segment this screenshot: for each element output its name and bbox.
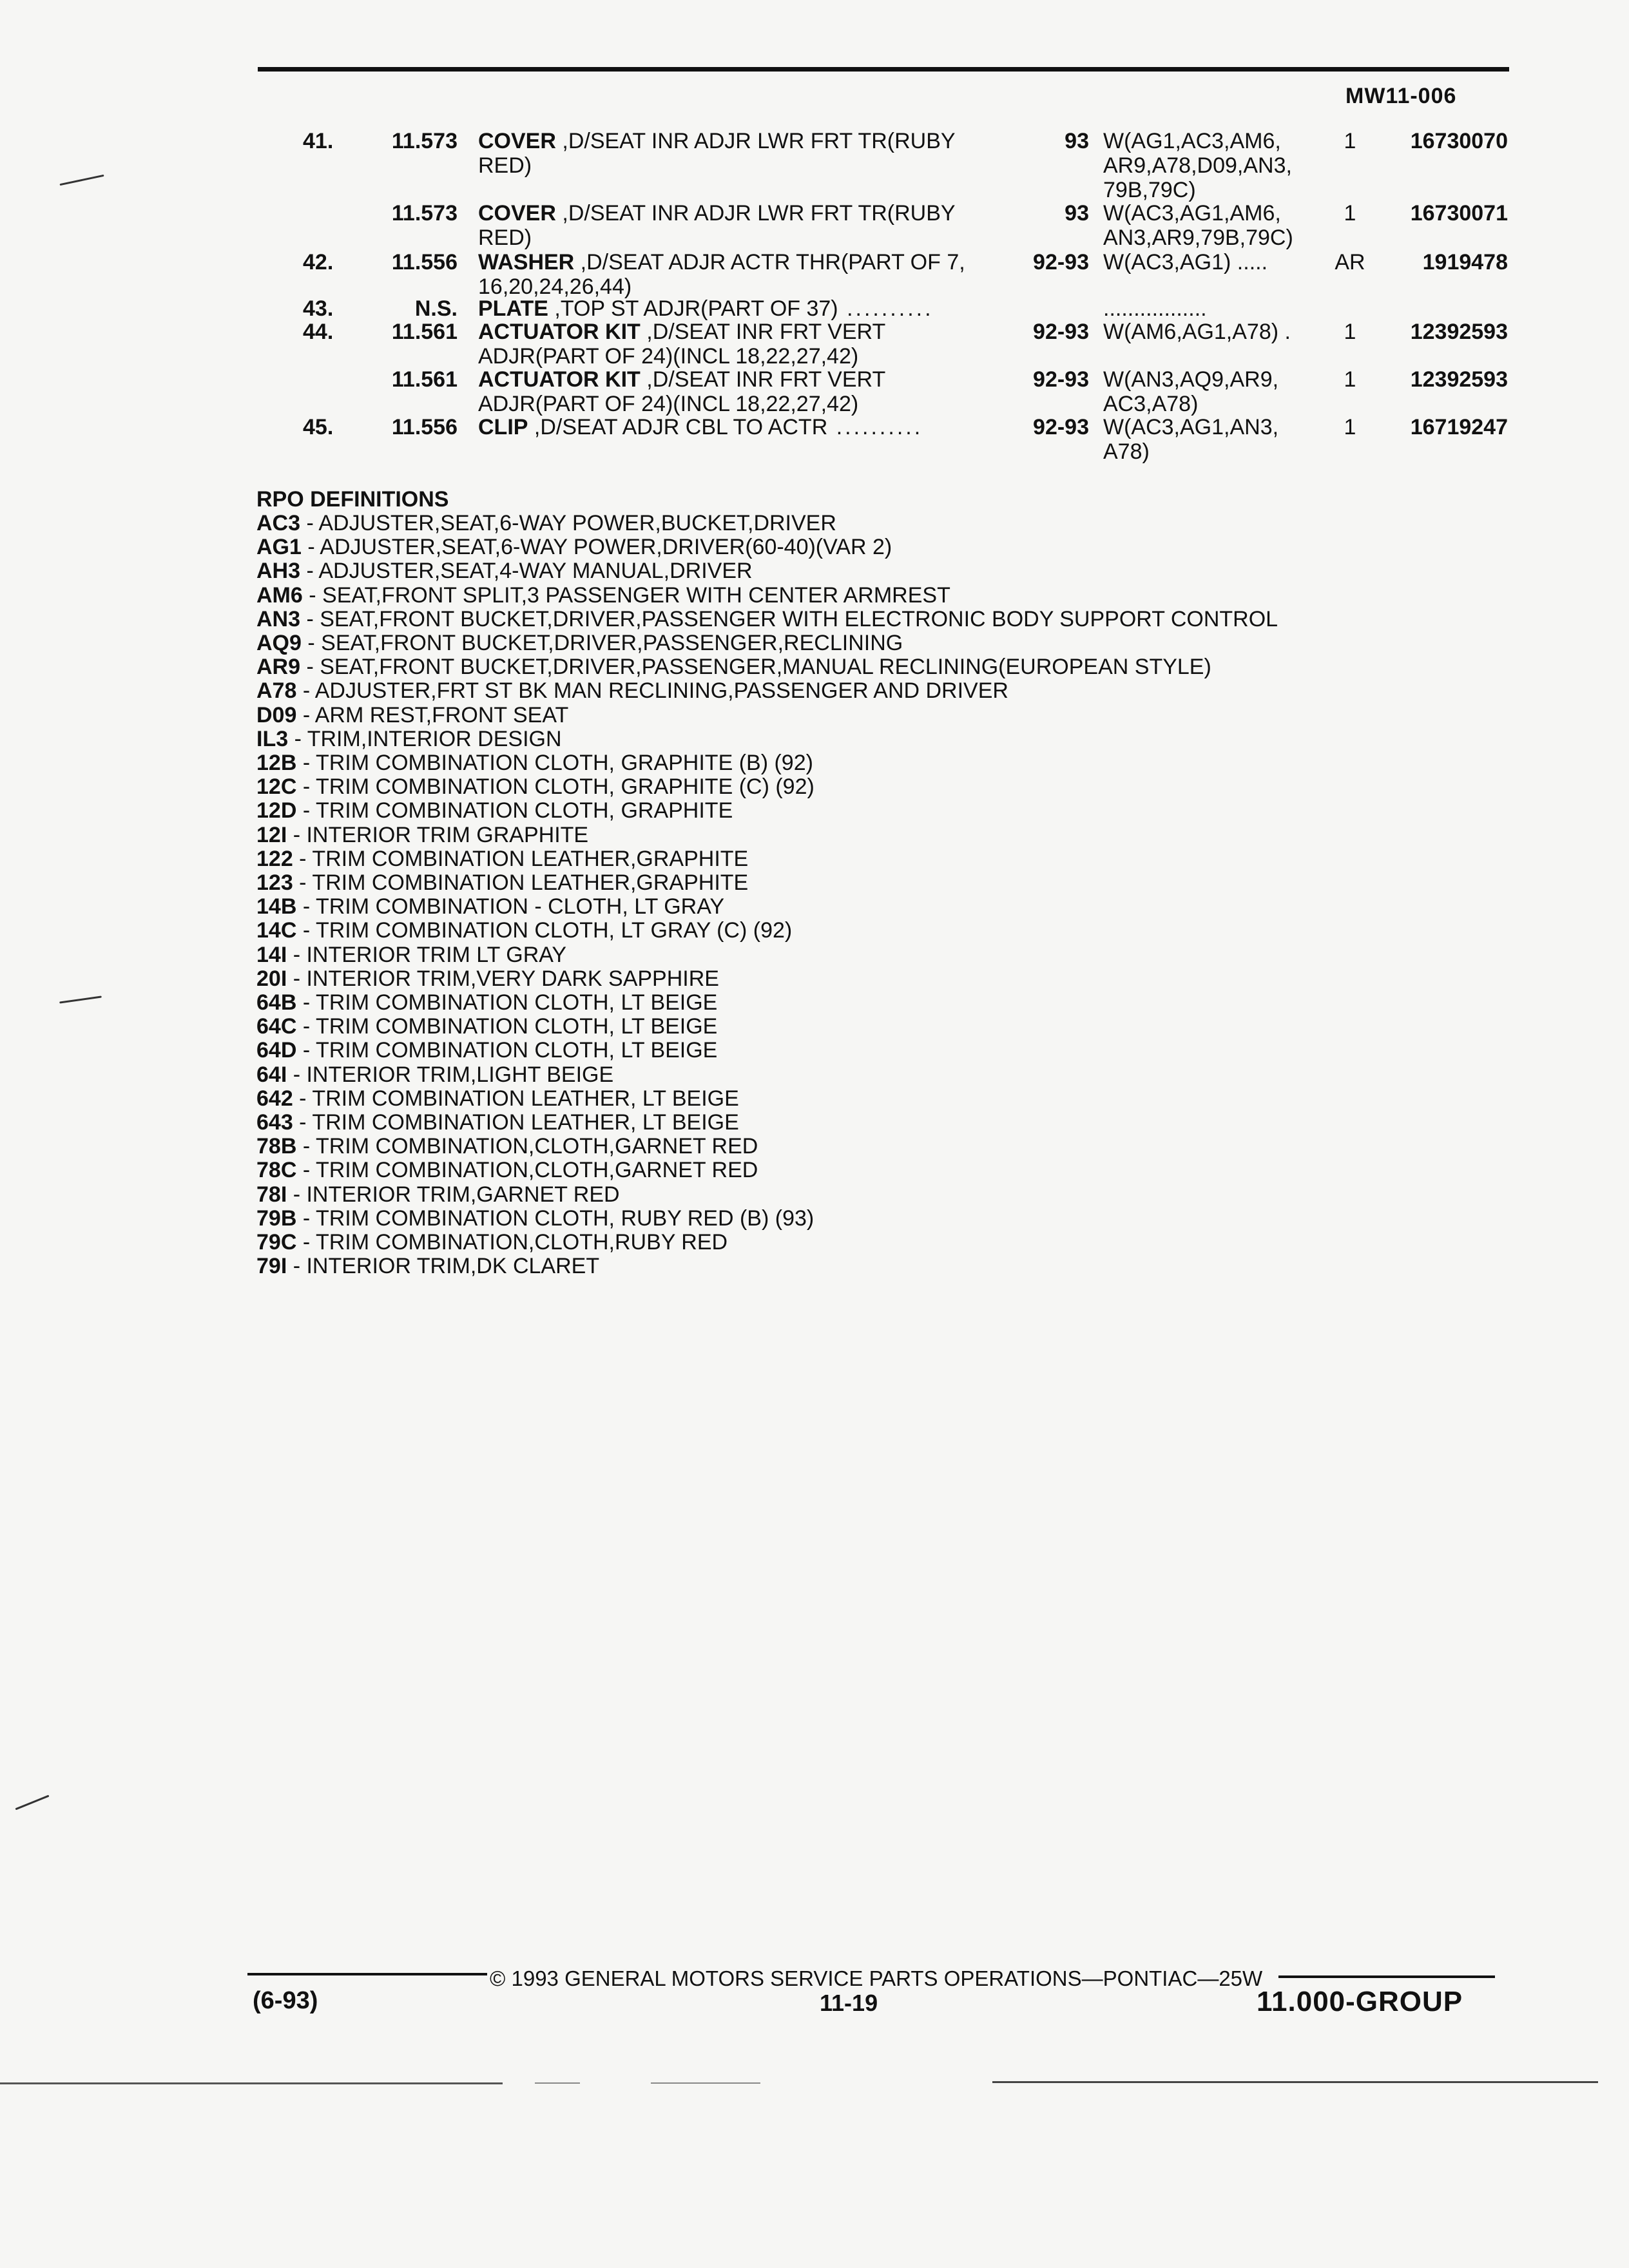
rpo-code: A78 (256, 678, 297, 704)
rpo-text: - ADJUSTER,SEAT,6-WAY POWER,BUCKET,DRIVER (300, 511, 836, 535)
rpo-definition (256, 631, 1416, 655)
rpo-definition (256, 679, 1416, 703)
rpo-code: 64B (256, 990, 297, 1015)
rpo-definition (256, 512, 1416, 535)
rpo-definition (256, 919, 1416, 943)
group-number: 11.561 (391, 367, 458, 392)
rpo-list (256, 512, 1416, 1279)
part-detail: ,TOP ST ADJR(PART OF 37) (548, 296, 838, 321)
rpo-code: 14C (256, 918, 297, 943)
group-number: 11.573 (391, 129, 458, 153)
quantity: 1 (1344, 367, 1356, 392)
rpo-definition (256, 1039, 1416, 1062)
rpo-definition (256, 967, 1416, 991)
rpo-code: 78I (256, 1182, 287, 1207)
part-name: COVER (478, 129, 556, 153)
revision-date: (6-93) (253, 1987, 318, 2014)
usage-code: W(AM6,AG1,A78) . (1103, 320, 1291, 344)
group-number: 11.561 (391, 320, 458, 344)
item-number: 43. (303, 296, 334, 321)
part-name: ACTUATOR KIT (478, 320, 641, 344)
model-year: 92-93 (1033, 250, 1089, 274)
rpo-definition (256, 943, 1416, 967)
quantity: AR (1335, 250, 1365, 274)
rpo-code: 14B (256, 894, 297, 919)
catalog-code: MW11-006 (1345, 84, 1457, 108)
rpo-definition (256, 1063, 1416, 1087)
rpo-definition (256, 895, 1416, 919)
rpo-text: - SEAT,FRONT BUCKET,DRIVER,PASSENGER WITH ELECTRONIC BODY SUPPORT CONTROL (300, 606, 1278, 631)
rpo-code: D09 (256, 702, 297, 727)
item-number: 42. (303, 250, 334, 274)
usage-code: W(AC3,AG1,AM6, AN3,AR9,79B,79C) (1103, 201, 1293, 250)
rpo-code: 12B (256, 751, 297, 776)
page-number: 11-19 (820, 1990, 878, 2016)
rpo-text: - TRIM COMBINATION,CLOTH,GARNET RED (296, 1158, 758, 1183)
leader-dots: .......... (838, 296, 934, 321)
rpo-definition (256, 751, 1416, 775)
rpo-text: - TRIM COMBINATION CLOTH, LT BEIGE (296, 1038, 718, 1063)
rpo-text: - TRIM COMBINATION,CLOTH,RUBY RED (296, 1230, 728, 1255)
rpo-code: 64I (256, 1062, 287, 1087)
part-detail: ,D/SEAT INR FRT VERT ADJR(PART OF 24)(INCL 18,22,27,42) (478, 320, 885, 369)
usage-code: W(AG1,AC3,AM6, AR9,A78,D09,AN3, 79B,79C) (1103, 129, 1292, 202)
rpo-definition (256, 1111, 1416, 1135)
usage-code: ................. (1103, 296, 1207, 321)
item-number: 45. (303, 415, 334, 439)
model-year: 92-93 (1033, 367, 1089, 392)
rpo-code: AQ9 (256, 631, 302, 656)
rpo-text: - INTERIOR TRIM LT GRAY (287, 942, 567, 967)
rpo-text: - TRIM COMBINATION LEATHER, LT BEIGE (293, 1086, 739, 1111)
rpo-definition (256, 823, 1416, 847)
rpo-code: 64D (256, 1038, 297, 1063)
rpo-code: IL3 (256, 726, 289, 751)
scan-mark (59, 995, 102, 1003)
rpo-text: - TRIM COMBINATION CLOTH, GRAPHITE (B) (92) (296, 751, 813, 776)
rpo-text: - INTERIOR TRIM,VERY DARK SAPPHIRE (287, 966, 719, 991)
rpo-text: - TRIM COMBINATION CLOTH, LT GRAY (C) (92) (296, 918, 793, 943)
rpo-code: 642 (256, 1086, 293, 1111)
rpo-code: AR9 (256, 655, 301, 680)
rpo-code: 78B (256, 1134, 297, 1159)
rpo-definition (256, 584, 1416, 608)
part-description (478, 250, 1007, 299)
model-year: 92-93 (1033, 320, 1089, 344)
part-description (478, 415, 1007, 439)
rpo-text: - INTERIOR TRIM,LIGHT BEIGE (287, 1062, 614, 1087)
rpo-text: - TRIM COMBINATION CLOTH, LT BEIGE (296, 990, 718, 1015)
rpo-definition (256, 727, 1416, 751)
part-number: 16730070 (1410, 129, 1508, 153)
rpo-code: 123 (256, 870, 293, 896)
rpo-text: - TRIM COMBINATION LEATHER,GRAPHITE (293, 870, 749, 896)
quantity: 1 (1344, 201, 1356, 226)
part-detail: ,D/SEAT ADJR CBL TO ACTR (528, 415, 828, 439)
part-description (478, 201, 1007, 250)
group-number: N.S. (414, 296, 458, 321)
rpo-text: - TRIM,INTERIOR DESIGN (288, 726, 562, 751)
bottom-scan-line (0, 2082, 503, 2084)
footer-rule-left (247, 1973, 487, 1975)
rpo-title: RPO DEFINITIONS (256, 487, 449, 512)
rpo-code: 12D (256, 798, 297, 823)
rpo-definition (256, 1135, 1416, 1158)
bottom-scan-line (535, 2082, 580, 2084)
rpo-definition (256, 1158, 1416, 1182)
quantity: 1 (1344, 320, 1356, 344)
rpo-definition (256, 1254, 1416, 1278)
rpo-text: - TRIM COMBINATION LEATHER,GRAPHITE (293, 846, 749, 871)
rpo-code: AH3 (256, 559, 301, 584)
rpo-text: - SEAT,FRONT SPLIT,3 PASSENGER WITH CENTER ARMREST (302, 582, 950, 608)
rpo-definition (256, 799, 1416, 823)
part-number: 16719247 (1410, 415, 1508, 439)
copyright-text: © 1993 GENERAL MOTORS SERVICE PARTS OPERATIONS—PONTIAC—25W (490, 1966, 1263, 1990)
rpo-code: 79C (256, 1230, 297, 1255)
rpo-code: 79I (256, 1254, 287, 1279)
rpo-definition (256, 1183, 1416, 1207)
rpo-code: 12I (256, 822, 287, 847)
rpo-text: - ADJUSTER,FRT ST BK MAN RECLINING,PASSENGER AND DRIVER (296, 678, 1008, 704)
rpo-code: 20I (256, 966, 287, 991)
bottom-scan-line (651, 2082, 760, 2084)
part-name: PLATE (478, 296, 548, 321)
scan-mark (59, 175, 104, 186)
rpo-text: - TRIM COMBINATION - CLOTH, LT GRAY (296, 894, 725, 919)
rpo-text: - SEAT,FRONT BUCKET,DRIVER,PASSENGER,RECLINING (301, 631, 903, 656)
part-number: 12392593 (1410, 320, 1508, 344)
group-number: 11.556 (391, 250, 458, 274)
rpo-code: AN3 (256, 606, 301, 631)
leader-dots: .......... (827, 415, 923, 439)
part-description (478, 320, 1007, 369)
part-description (478, 129, 1007, 178)
rpo-definition (256, 775, 1416, 799)
quantity: 1 (1344, 129, 1356, 153)
rpo-definition (256, 1231, 1416, 1254)
part-detail: ,D/SEAT INR FRT VERT ADJR(PART OF 24)(INCL 18,22,27,42) (478, 367, 885, 416)
rpo-definition (256, 1207, 1416, 1231)
rpo-definition (256, 991, 1416, 1015)
rpo-text: - TRIM COMBINATION CLOTH, GRAPHITE (C) (92) (296, 774, 815, 800)
header-rule (258, 67, 1509, 72)
rpo-text: - ADJUSTER,SEAT,4-WAY MANUAL,DRIVER (300, 559, 753, 584)
usage-code: W(AN3,AQ9,AR9, AC3,A78) (1103, 367, 1279, 416)
model-year: 93 (1065, 129, 1089, 153)
rpo-text: - TRIM COMBINATION,CLOTH,GARNET RED (296, 1134, 758, 1159)
part-detail: ,D/SEAT INR ADJR LWR FRT TR(RUBY RED) (478, 129, 955, 178)
rpo-text: - SEAT,FRONT BUCKET,DRIVER,PASSENGER,MANUAL RECLINING(EUROPEAN STYLE) (300, 655, 1211, 680)
rpo-text: - ARM REST,FRONT SEAT (296, 702, 569, 727)
rpo-text: - INTERIOR TRIM GRAPHITE (287, 822, 589, 847)
rpo-code: 64C (256, 1014, 297, 1039)
model-year: 92-93 (1033, 415, 1089, 439)
model-year: 93 (1065, 201, 1089, 226)
rpo-text: - ADJUSTER,SEAT,6-WAY POWER,DRIVER(60-40)(VAR 2) (301, 535, 892, 560)
rpo-code: 79B (256, 1206, 297, 1231)
part-name: ACTUATOR KIT (478, 367, 641, 392)
rpo-code: 78C (256, 1158, 297, 1183)
rpo-text: - TRIM COMBINATION CLOTH, RUBY RED (B) (93) (296, 1206, 815, 1231)
rpo-code: 122 (256, 846, 293, 871)
rpo-code: 643 (256, 1110, 293, 1135)
part-description (478, 367, 1007, 416)
rpo-text: - INTERIOR TRIM,GARNET RED (287, 1182, 620, 1207)
part-number: 16730071 (1410, 201, 1508, 226)
group-number: 11.556 (391, 415, 458, 439)
footer-rule-right (1278, 1975, 1495, 1978)
rpo-definition (256, 1015, 1416, 1039)
rpo-definition (256, 655, 1416, 679)
rpo-code: 12C (256, 774, 297, 800)
part-detail: ,D/SEAT ADJR ACTR THR(PART OF 7, 16,20,24,26,44) (478, 250, 965, 299)
item-number: 44. (303, 320, 334, 344)
scan-mark (15, 1795, 49, 1811)
rpo-definition (256, 535, 1416, 559)
rpo-code: AG1 (256, 535, 302, 560)
part-number: 12392593 (1410, 367, 1508, 392)
part-name: CLIP (478, 415, 528, 439)
rpo-code: AC3 (256, 511, 301, 535)
part-description (478, 296, 1007, 321)
rpo-code: AM6 (256, 582, 303, 608)
rpo-text: - TRIM COMBINATION CLOTH, GRAPHITE (296, 798, 733, 823)
rpo-text: - TRIM COMBINATION CLOTH, LT BEIGE (296, 1014, 718, 1039)
rpo-definition (256, 847, 1416, 871)
rpo-definition (256, 871, 1416, 895)
rpo-text: - TRIM COMBINATION LEATHER, LT BEIGE (293, 1110, 739, 1135)
rpo-text: - INTERIOR TRIM,DK CLARET (287, 1254, 600, 1279)
quantity: 1 (1344, 415, 1356, 439)
rpo-definition (256, 608, 1416, 631)
part-detail: ,D/SEAT INR ADJR LWR FRT TR(RUBY RED) (478, 201, 955, 250)
part-name: WASHER (478, 250, 575, 274)
group-number: 11.573 (391, 201, 458, 226)
part-number: 1919478 (1422, 250, 1508, 274)
bottom-scan-line (992, 2081, 1598, 2083)
rpo-definition (256, 559, 1416, 583)
rpo-definition (256, 704, 1416, 727)
usage-code: W(AC3,AG1) ..... (1103, 250, 1268, 274)
rpo-definitions (256, 488, 1416, 1279)
rpo-definition (256, 1087, 1416, 1111)
rpo-code: 14I (256, 942, 287, 967)
item-number: 41. (303, 129, 334, 153)
group-label: 11.000-GROUP (1257, 1986, 1463, 2017)
part-name: COVER (478, 201, 556, 226)
usage-code: W(AC3,AG1,AN3, A78) (1103, 415, 1279, 464)
